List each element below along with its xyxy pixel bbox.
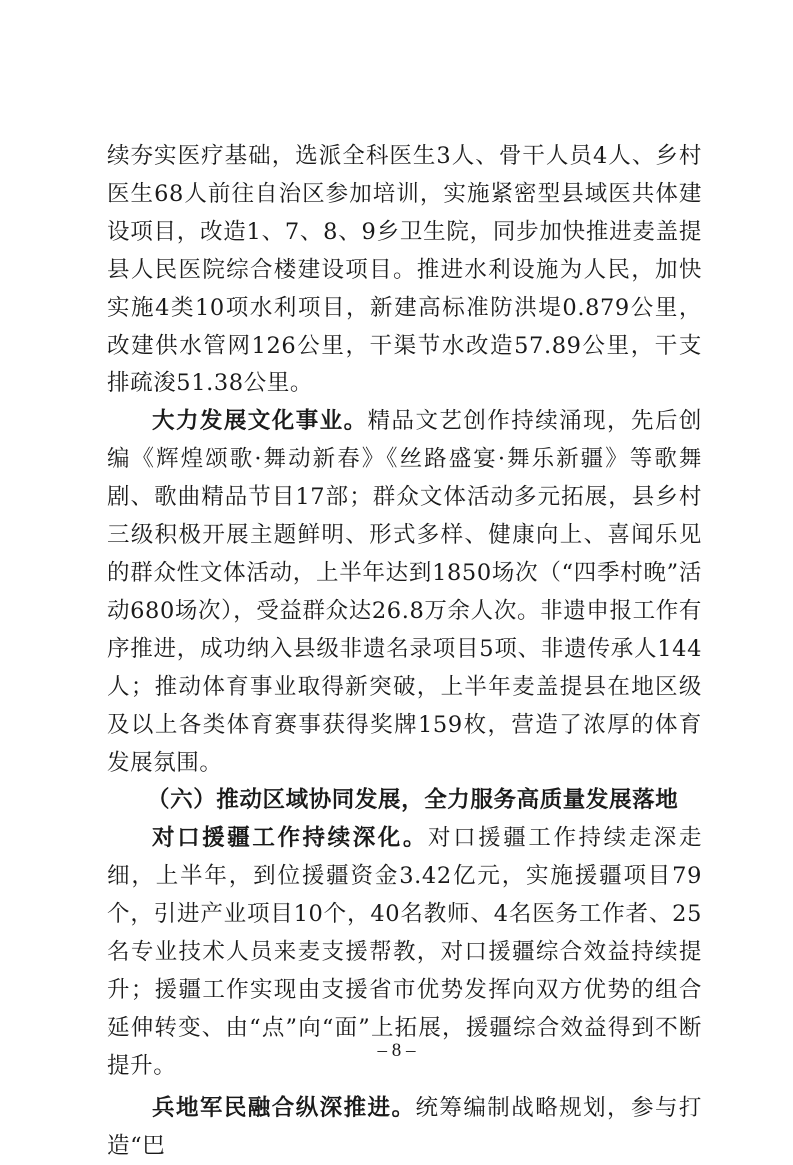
paragraph-lead-aid: 对口援疆工作持续深化。 xyxy=(152,825,428,852)
page-number: – 8 – xyxy=(377,1040,416,1061)
paragraph-healthcare-water xyxy=(107,138,702,403)
document-body xyxy=(107,138,702,1165)
paragraph-military-civil xyxy=(107,1090,702,1165)
paragraph-lead-culture: 大力发展文化事业。 xyxy=(152,408,368,435)
paragraph-text: 对口援疆工作持续走深走细，上半年，到位援疆资金3.42亿元，实施援疆项目79个，引进产业项目10个，40名教师、4名医务工作者、25名专业技术人员来麦支援帮教，对口援疆综合效益持续提升；援疆工作实现由支援省市优势发挥向双方优势的组合延伸转变、由“点”向“面”上拓展，援疆综合效益得到不断提升。 xyxy=(107,825,702,1079)
paragraph-text: 续夯实医疗基础，选派全科医生3人、骨干人员4人、乡村医生68人前往自治区参加培训，实施紧密型县域医共体建设项目，改造1、7、8、9乡卫生院，同步加快推进麦盖提县人民医院综合楼建设项目。推进水利设施为人民，加快实施4类10项水利项目，新建高标准防洪堤0.879公里，改建供水管网126公里，干渠节水改造57.89公里，干支排疏浚51.38公里。 xyxy=(107,143,702,397)
paragraph-culture xyxy=(107,403,702,782)
paragraph-text: 精品文艺创作持续涌现，先后创编《辉煌颂歌·舞动新春》《丝路盛宴·舞乐新疆》等歌舞剧、歌曲精品节目17部；群众文体活动多元拓展，县乡村三级积极开展主题鲜明、形式多样、健康向上、喜闻乐见的群众性文体活动，上半年达到1850场次（“四季村晚”活动680场次），受益群众达26.8万余人次。非遗申报工作有序推进，成功纳入县级非遗名录项目5项、非遗传承人144人；推动体育事业取得新突破，上半年麦盖提县在地区级及以上各类体育赛事获得奖牌159枚，营造了浓厚的体育发展氛围。 xyxy=(107,408,702,776)
paragraph-lead-integration: 兵地军民融合纵深推进。 xyxy=(152,1094,416,1121)
paragraph-text: 统筹编制战略规划，参与打造“巴 xyxy=(107,1094,702,1159)
section-heading: （六）推动区域协同发展，全力服务高质量发展落地 xyxy=(147,787,679,814)
